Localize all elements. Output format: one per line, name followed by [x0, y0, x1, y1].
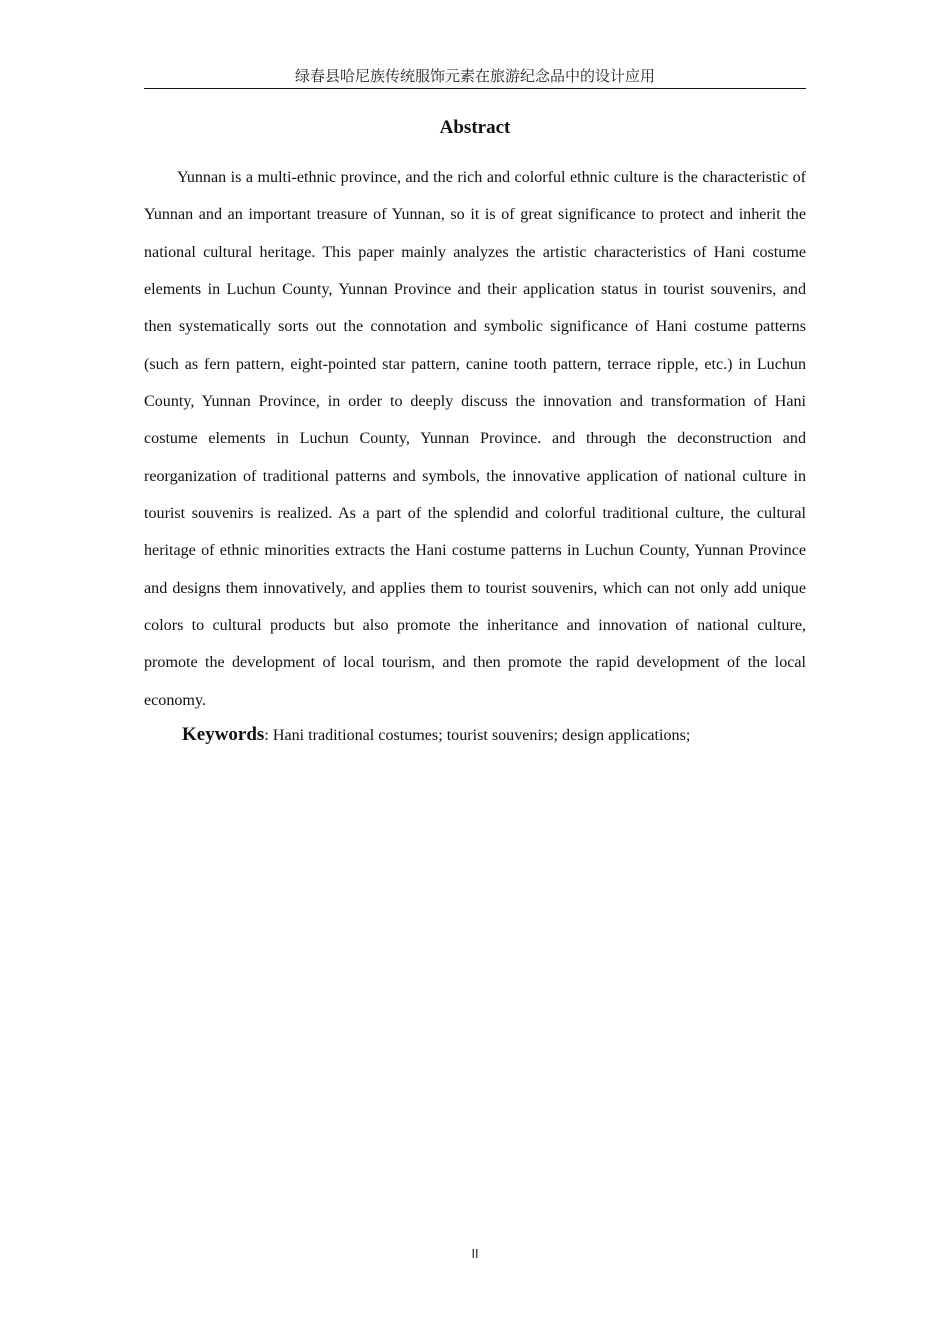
keywords-label: Keywords: [182, 724, 265, 745]
keywords-value: Hani traditional costumes; tourist souvenirs; design applications;: [272, 727, 691, 744]
running-header: 绿春县哈尼族传统服饰元素在旅游纪念品中的设计应用: [294, 67, 655, 85]
abstract-title: Abstract: [439, 117, 511, 138]
page-number: II: [471, 1247, 479, 1261]
abstract-body: Yunnan is a multi-ethnic province, and the rich and colorful ethnic culture is the characteristic of Yunnan and an important treasure of Yunnan, so it is of great significance to protect and inherit the national cultural heritage. This paper mainly analyzes the artistic characteristics of Hani costume elements in Luchun County, Yunnan Province and their application status in tourist souvenirs, and then systematically sorts out the connotation and symbolic significance of Hani costume patterns (such as fern pattern, eight-pointed star pattern, canine tooth pattern, terrace ripple, etc.) in Luchun County, Yunnan Province, in order to deeply discuss the innovation and transformation of Hani costume elements in Luchun County, Yunnan Province. and through the deconstruction and reorganization of traditional patterns and symbols, the innovative application of national culture in tourist souvenirs is realized. As a part of the splendid and colorful traditional culture, the cultural heritage of ethnic minorities extracts the Hani costume patterns in Luchun County, Yunnan Province and designs them innovatively, and applies them to tourist souvenirs, which can not only add unique colors to cultural products but also promote the inheritance and innovation of national culture, promote the development of local tourism, and then promote the rapid development of the local economy.: [144, 169, 806, 709]
keywords-separator: :: [264, 727, 273, 744]
keywords-line: [182, 721, 806, 750]
header-rule: [144, 88, 806, 89]
